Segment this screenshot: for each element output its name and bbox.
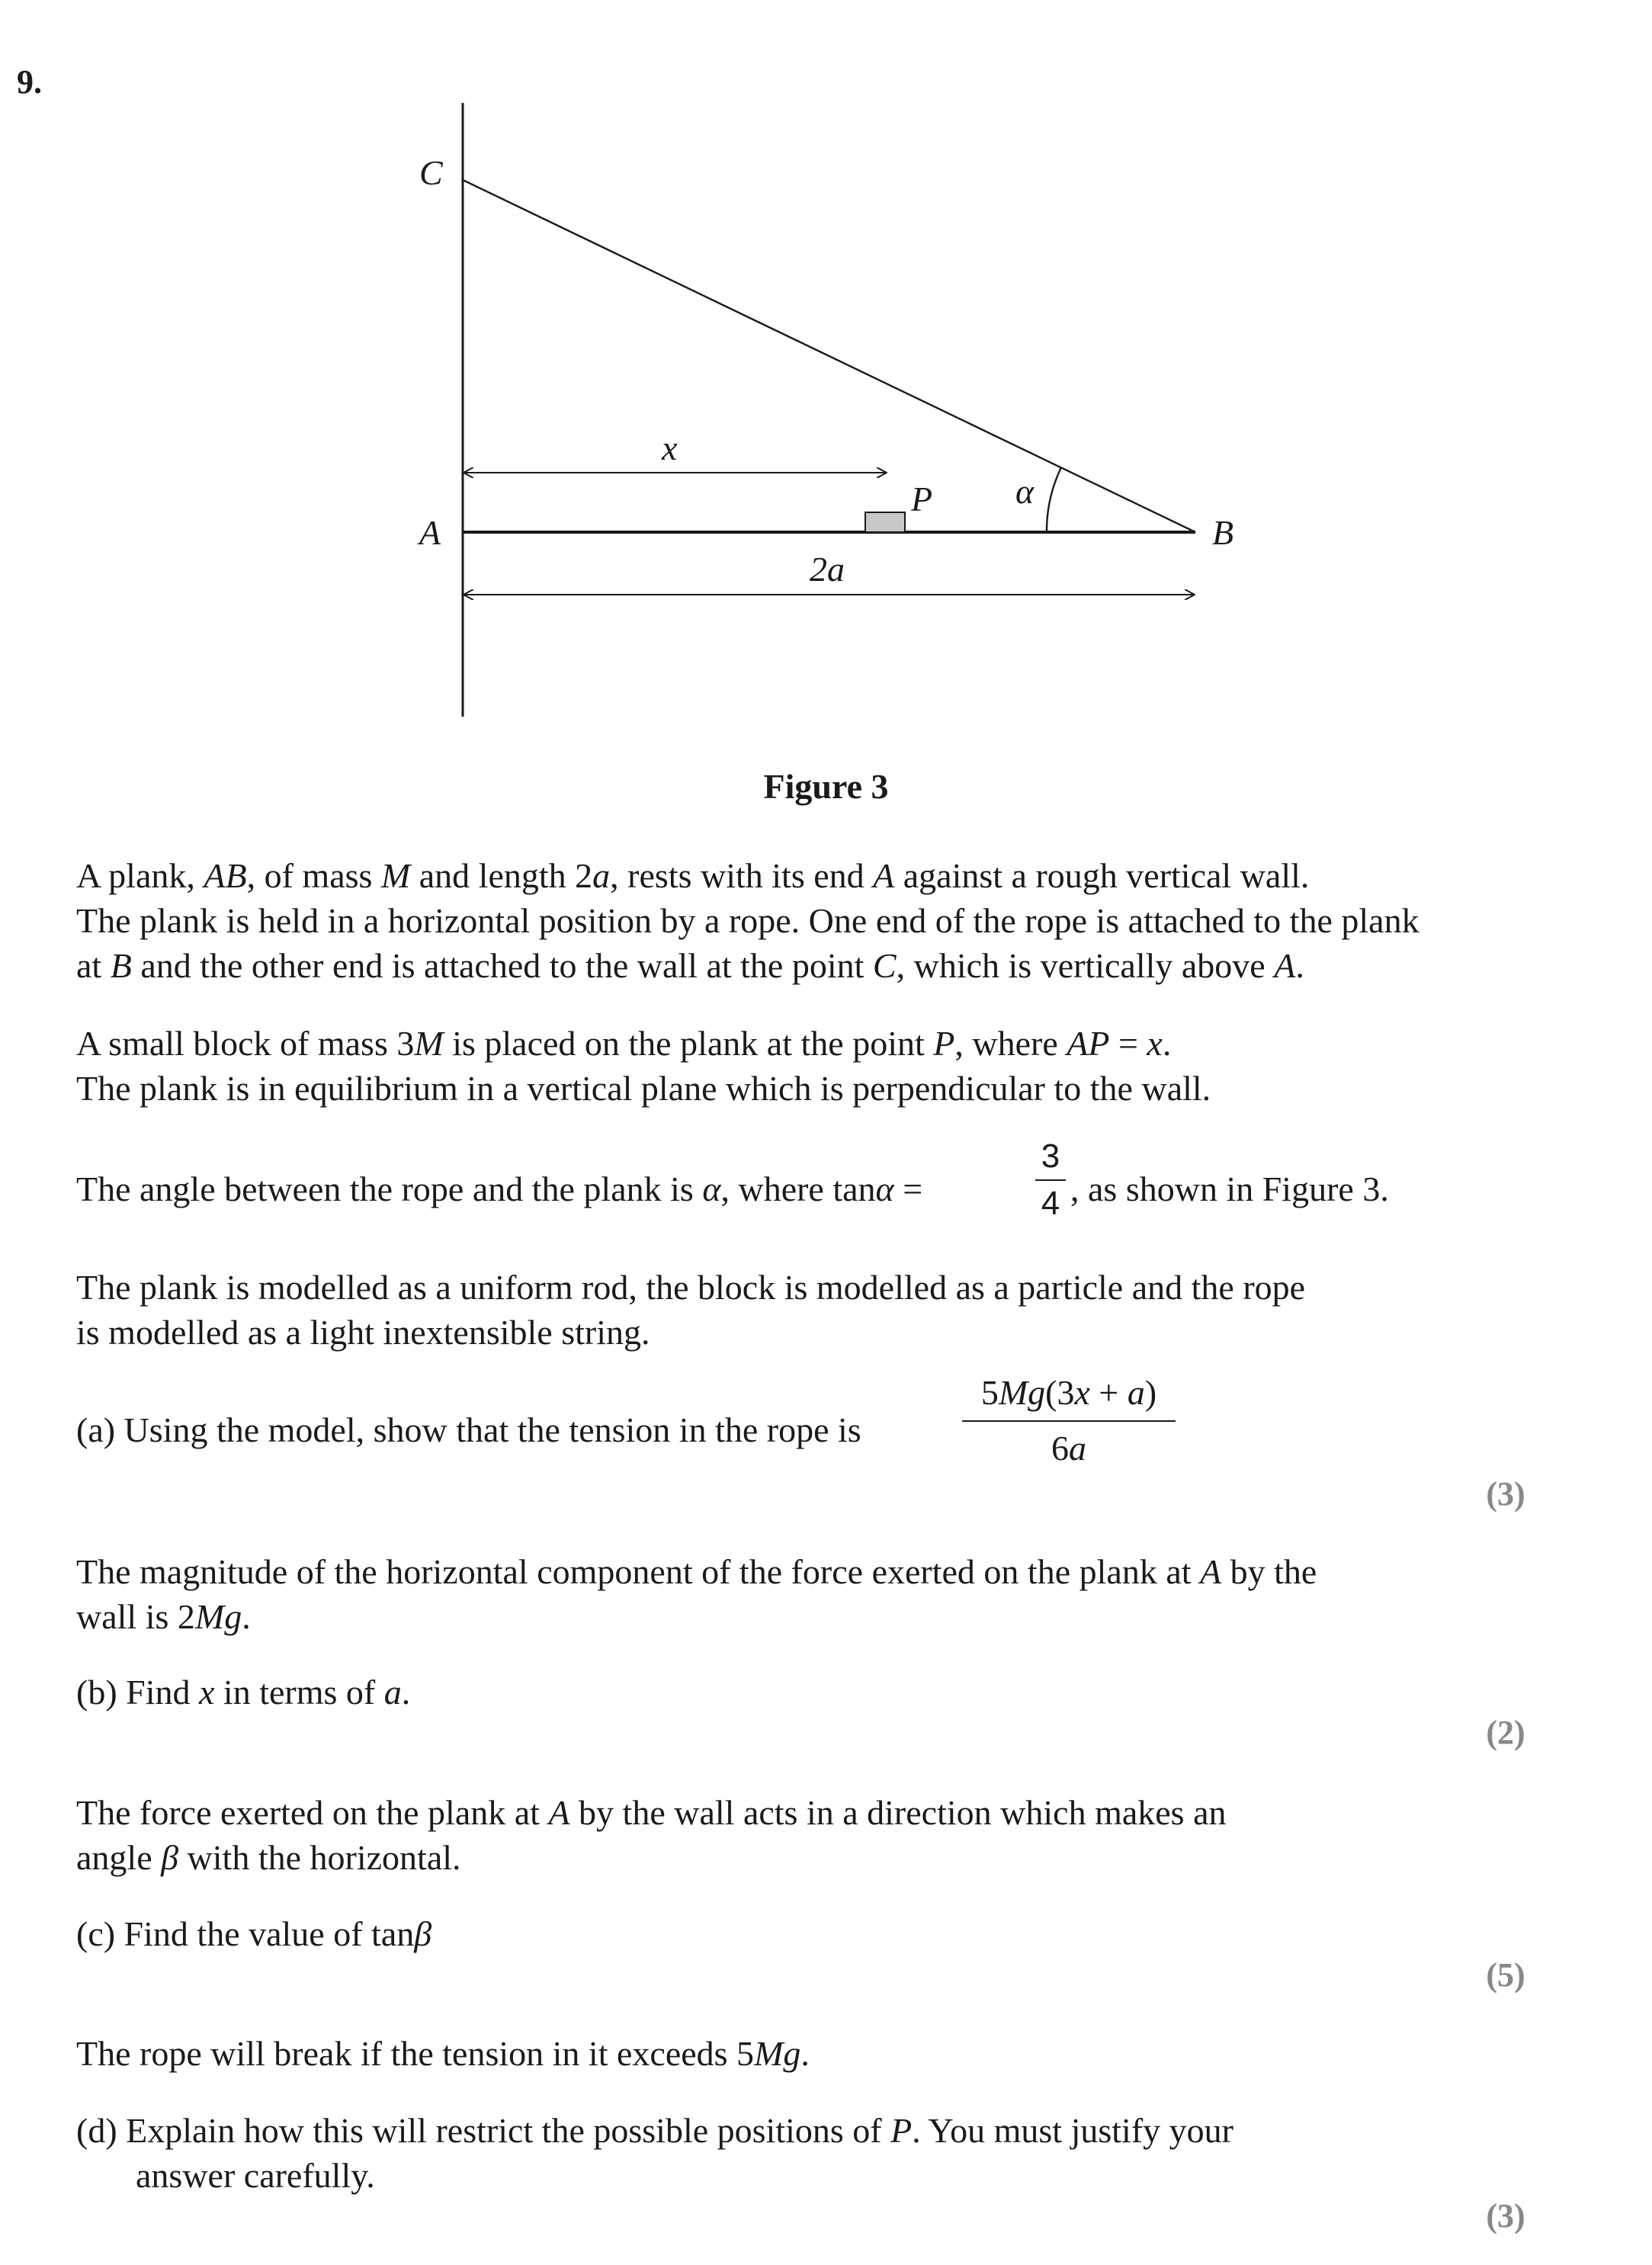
label-a: A — [419, 513, 441, 552]
paragraph-plank-line-2: The plank is held in a horizontal position by a rope. One end of the rope is attached to the plank — [76, 901, 1419, 940]
figure-caption: Figure 3 — [763, 767, 889, 806]
tension-numerator: 5Mg(3x + a) — [980, 1373, 1157, 1412]
fraction-numerator: 3 — [1041, 1137, 1060, 1175]
paragraph-horizontal-line-2: wall is 2Mg. — [76, 1597, 251, 1636]
label-p: P — [911, 480, 933, 518]
label-b: B — [1212, 513, 1234, 552]
paragraph-rope-break: The rope will break if the tension in it exceeds 5Mg. — [76, 2034, 810, 2073]
rope-cb — [463, 180, 1195, 532]
paragraph-plank-line-3: at B and the other end is attached to the wall at the point C, which is vertically above A. — [76, 946, 1304, 985]
paragraph-block-line-2: The plank is in equilibrium in a vertical plane which is perpendicular to the wall. — [76, 1069, 1211, 1108]
paragraph-angle-tail: , as shown in Figure 3. — [1070, 1169, 1389, 1208]
paragraph-plank-line-1: A plank, AB, of mass M and length 2a, rests with its end A against a rough vertical wall. — [76, 856, 1310, 895]
paragraph-force-line-2: angle β with the horizontal. — [76, 1838, 461, 1877]
paragraph-model-line-2: is modelled as a light inextensible string. — [76, 1313, 650, 1352]
fraction-three-quarters — [1035, 1137, 1066, 1222]
paragraph-horizontal-line-1: The magnitude of the horizontal component of the force exerted on the plank at A by the — [76, 1552, 1317, 1591]
block-p — [865, 512, 905, 532]
paragraph-force-line-1: The force exerted on the plank at A by the wall acts in a direction which makes an — [76, 1793, 1227, 1832]
label-alpha: α — [1015, 472, 1035, 511]
marks-part-b: (2) — [1486, 1714, 1525, 1751]
marks-part-d: (3) — [1486, 2197, 1525, 2235]
paragraph-block-line-1: A small block of mass 3M is placed on the plank at the point P, where AP = x. — [76, 1024, 1172, 1063]
part-d-question-line-2: answer carefully. — [136, 2156, 375, 2195]
paragraph-model-line-1: The plank is modelled as a uniform rod, the block is modelled as a particle and the rope — [76, 1268, 1306, 1307]
figure-3-diagram — [0, 0, 1652, 747]
label-x: x — [662, 428, 678, 467]
angle-alpha-arc — [1047, 467, 1061, 532]
label-2a: 2a — [810, 550, 845, 589]
question-number: 9. — [17, 63, 42, 101]
part-c-question: (c) Find the value of tanβ — [76, 1914, 432, 1953]
part-a-question: (a) Using the model, show that the tension in the rope is — [76, 1410, 861, 1449]
part-d-question-line-1: (d) Explain how this will restrict the possible positions of P. You must justify your — [76, 2111, 1233, 2150]
marks-part-a: (3) — [1486, 1475, 1525, 1513]
tension-denominator: 6a — [1051, 1428, 1086, 1468]
tension-fraction — [962, 1374, 1176, 1468]
fraction-denominator: 4 — [1041, 1185, 1060, 1222]
paragraph-angle-text: The angle between the rope and the plank is α, where tanα = — [76, 1169, 923, 1208]
marks-part-c: (5) — [1486, 1956, 1525, 1994]
label-c: C — [419, 153, 443, 192]
part-b-question: (b) Find x in terms of a. — [76, 1673, 411, 1712]
